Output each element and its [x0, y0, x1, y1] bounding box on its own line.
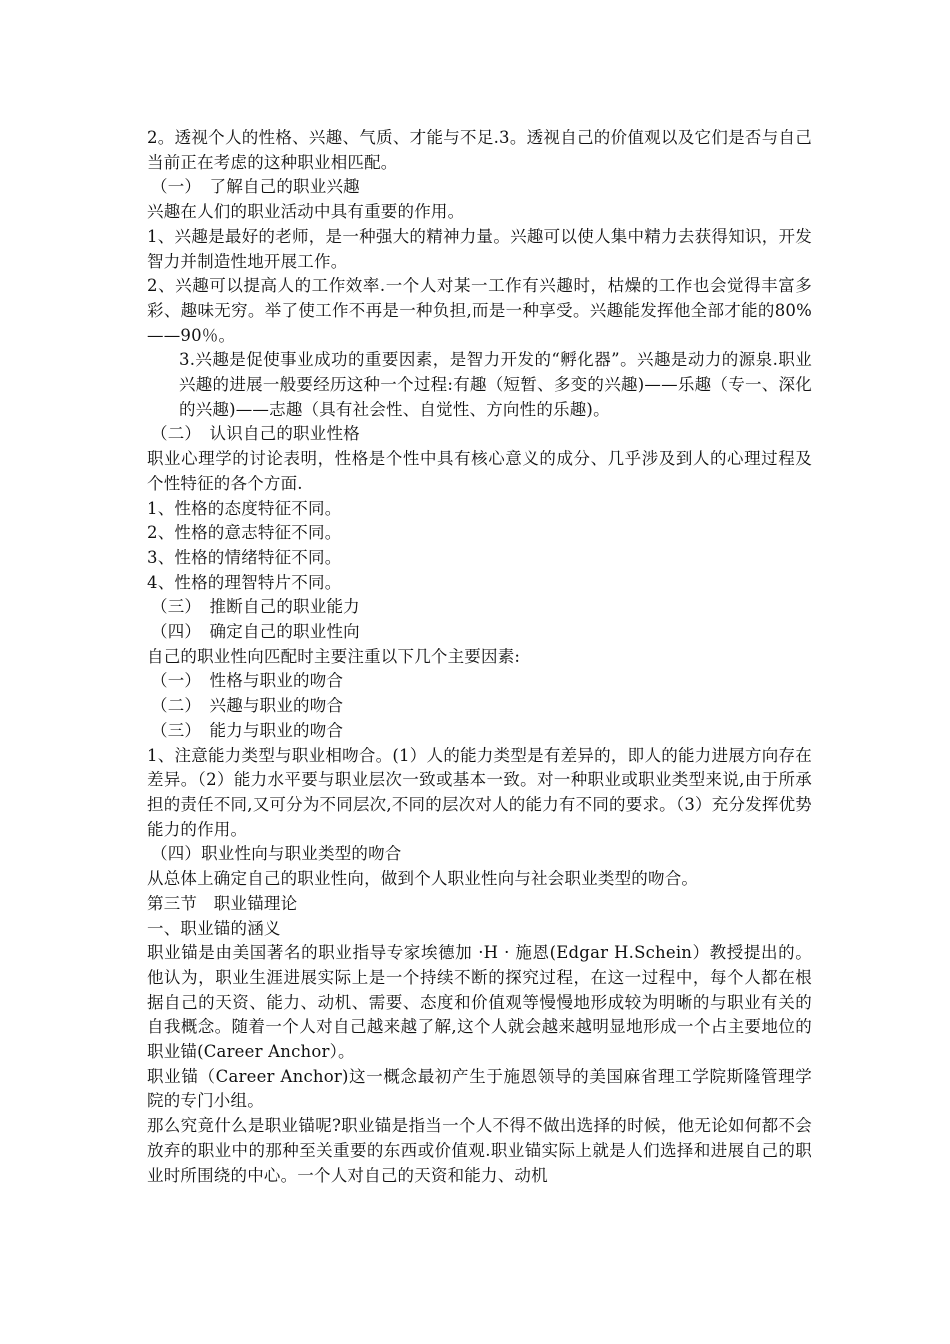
heading-career-anchor-meaning: 一、职业锚的涵义: [147, 918, 281, 938]
list-item-personality-4: 4、性格的理智特片不同。: [147, 572, 342, 592]
section-title-career-anchor: 第三节 职业锚理论: [147, 893, 298, 913]
heading-match-personality: （一） 性格与职业的吻合: [151, 671, 344, 691]
paragraph-interest-1: 1、兴趣是最好的老师，是一种强大的精神力量。兴趣可以使人集中精力去获得知识，开发智力并制造性地开展工作。: [147, 226, 812, 271]
heading-orientation: （四） 确定自己的职业性向: [151, 622, 360, 642]
document-page: [147, 126, 812, 1188]
paragraph-match-ability: 1、注意能力类型与职业相吻合。(1）人的能力类型是有差异的，即人的能力进展方向存在差异。（2）能力水平要与职业层次一致或基本一致。对一种职业或职业类型来说,由于所承担的责任不同,又可分为不同层次,不同的层次对人的能力有不同的要求。（3）充分发挥优势能力的作用。: [147, 745, 812, 839]
paragraph-interest-2: 2、兴趣可以提高人的工作效率.一个人对某一工作有兴趣时，枯燥的工作也会觉得丰富多彩、趣味无穷。举了使工作不再是一种负担,而是一种享受。兴趣能发挥他全部才能的80%——90％。: [147, 276, 812, 345]
heading-match-orientation: （四）职业性向与职业类型的吻合: [151, 844, 402, 864]
paragraph-career-anchor-origin: 职业锚是由美国著名的职业指导专家埃德加 ·H · 施恩(Edgar H.Schein）教授提出的。他认为，职业生涯进展实际上是一个持续不断的探究过程，在这一过程中，每个人都在根据自己的天资、能力、动机、需要、态度和价值观等慢慢地形成较为明晰的与职业有关的自我概念。随着一个人对自己越来越了解,这个人就会越来越明显地形成一个占主要地位的职业锚(Career Anchor）。: [147, 943, 812, 1062]
heading-personality: （二） 认识自己的职业性格: [151, 424, 360, 444]
paragraph-interest-3: 3.兴趣是促使事业成功的重要因素，是智力开发的“孵化器”。兴趣是动力的源泉.职业兴趣的进展一般要经历这种一个过程:有趣（短暂、多变的兴趣)——乐趣（专一、深化的兴趣)——志趣（具有社会性、自觉性、方向性的乐趣)。: [179, 350, 812, 419]
heading-match-interest: （二） 兴趣与职业的吻合: [151, 696, 344, 716]
paragraph-career-anchor-definition: 那么究竟什么是职业锚呢?职业锚是指当一个人不得不做出选择的时候，他无论如何都不会放弃的职业中的那种至关重要的东西或价值观.职业锚实际上就是人们选择和进展自己的职业时所围绕的中心。一个人对自己的天资和能力、动机: [147, 1116, 812, 1185]
heading-interest: （一） 了解自己的职业兴趣: [151, 177, 360, 197]
paragraph-intro: 2。透视个人的性格、兴趣、气质、才能与不足.3。透视自己的价值观以及它们是否与自己当前正在考虑的这种职业相匹配。: [147, 128, 812, 172]
list-item-personality-1: 1、性格的态度特征不同。: [147, 498, 342, 518]
paragraph-orientation-intro: 自己的职业性向匹配时主要注重以下几个主要因素:: [147, 646, 521, 666]
heading-match-ability: （三） 能力与职业的吻合: [151, 720, 344, 740]
paragraph-interest-role: 兴趣在人们的职业活动中具有重要的作用。: [147, 202, 465, 222]
paragraph-match-orientation: 从总体上确定自己的职业性向，做到个人职业性向与社会职业类型的吻合。: [147, 869, 699, 889]
list-item-personality-3: 3、性格的情绪特征不同。: [147, 547, 342, 567]
paragraph-personality-intro: 职业心理学的讨论表明，性格是个性中具有核心意义的成分、几乎涉及到人的心理过程及个性特征的各个方面.: [147, 449, 812, 493]
list-item-personality-2: 2、性格的意志特征不同。: [147, 523, 342, 543]
heading-ability: （三） 推断自己的职业能力: [151, 597, 360, 617]
paragraph-career-anchor-concept: 职业锚（Career Anchor)这一概念最初产生于施恩领导的美国麻省理工学院斯隆管理学院的专门小组。: [147, 1066, 812, 1111]
